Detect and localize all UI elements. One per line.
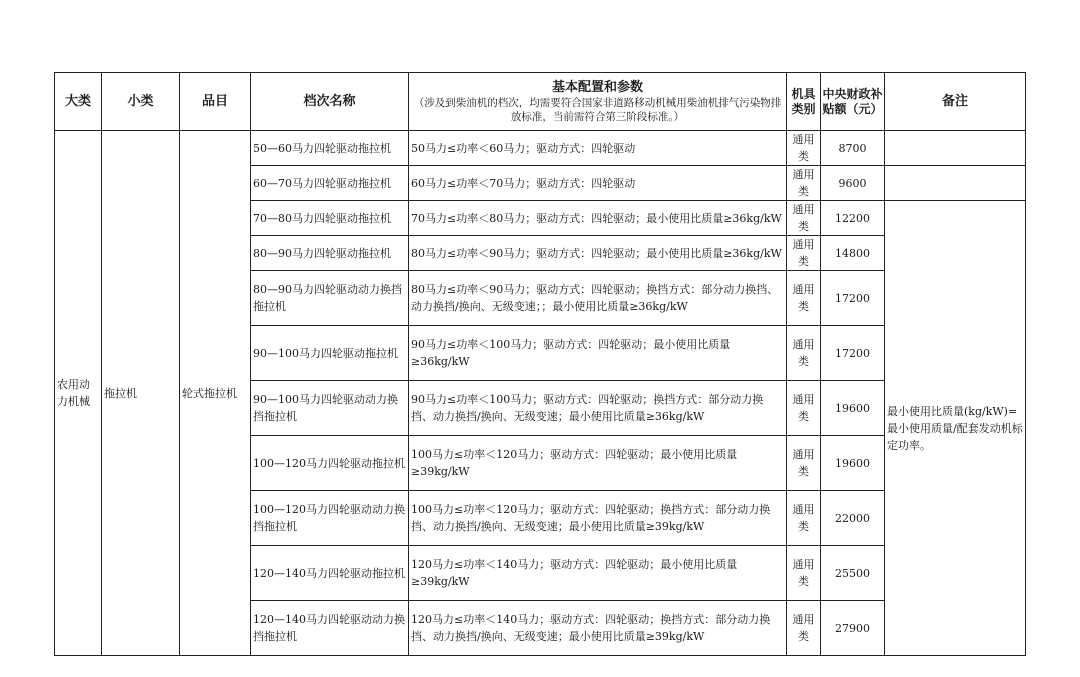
cell-amount: 12200 (821, 201, 885, 236)
cell-amount: 22000 (821, 491, 885, 546)
cell-grade: 90—100马力四轮驱动拖拉机 (251, 326, 409, 381)
cell-config: 100马力≤功率＜120马力；驱动方式：四轮驱动；换挡方式：部分动力换挡、动力换挡/换向、无级变速；最小使用比质量≥39kg/kW (409, 491, 787, 546)
cell-amount: 8700 (821, 131, 885, 166)
cell-config: 120马力≤功率＜140马力；驱动方式：四轮驱动；最小使用比质量≥39kg/kW (409, 546, 787, 601)
cell-grade: 120—140马力四轮驱动拖拉机 (251, 546, 409, 601)
header-grade-name: 档次名称 (251, 73, 409, 131)
cell-config: 50马力≤功率＜60马力；驱动方式：四轮驱动 (409, 131, 787, 166)
cell-amount: 14800 (821, 236, 885, 271)
cell-grade: 80—90马力四轮驱动拖拉机 (251, 236, 409, 271)
cell-config: 90马力≤功率＜100马力；驱动方式：四轮驱动；最小使用比质量≥36kg/kW (409, 326, 787, 381)
subsidy-table (54, 72, 1026, 656)
header-machine-category: 机具类别 (787, 73, 821, 131)
header-remark: 备注 (885, 73, 1026, 131)
cell-amount: 17200 (821, 271, 885, 326)
header-major-class: 大类 (55, 73, 102, 131)
cell-category: 通用类 (787, 166, 821, 201)
header-minor-class: 小类 (102, 73, 180, 131)
cell-config: 90马力≤功率＜100马力；驱动方式：四轮驱动；换挡方式：部分动力换挡、动力换挡/换向、无级变速；最小使用比质量≥36kg/kW (409, 381, 787, 436)
cell-category: 通用类 (787, 546, 821, 601)
cell-category: 通用类 (787, 436, 821, 491)
cell-category: 通用类 (787, 491, 821, 546)
cell-config: 80马力≤功率＜90马力；驱动方式：四轮驱动；换挡方式：部分动力换挡、动力换挡/换向、无级变速；；最小使用比质量≥36kg/kW (409, 271, 787, 326)
cell-config: 100马力≤功率＜120马力；驱动方式：四轮驱动；最小使用比质量≥39kg/kW (409, 436, 787, 491)
cell-config: 80马力≤功率＜90马力；驱动方式：四轮驱动；最小使用比质量≥36kg/kW (409, 236, 787, 271)
cell-grade: 100—120马力四轮驱动拖拉机 (251, 436, 409, 491)
table-row (55, 131, 1026, 166)
header-subsidy: 中央财政补贴额（元） (821, 73, 885, 131)
cell-config: 60马力≤功率＜70马力；驱动方式：四轮驱动 (409, 166, 787, 201)
cell-minor-class: 拖拉机 (102, 131, 180, 656)
cell-category: 通用类 (787, 601, 821, 656)
cell-amount: 27900 (821, 601, 885, 656)
cell-category: 通用类 (787, 326, 821, 381)
cell-category: 通用类 (787, 271, 821, 326)
header-config (409, 73, 787, 131)
cell-category: 通用类 (787, 236, 821, 271)
cell-amount: 19600 (821, 436, 885, 491)
cell-grade: 70—80马力四轮驱动拖拉机 (251, 201, 409, 236)
header-config-title: 基本配置和参数 (551, 80, 643, 95)
cell-category: 通用类 (787, 201, 821, 236)
cell-grade: 100—120马力四轮驱动动力换挡拖拉机 (251, 491, 409, 546)
cell-grade: 60—70马力四轮驱动拖拉机 (251, 166, 409, 201)
cell-amount: 9600 (821, 166, 885, 201)
cell-grade: 90—100马力四轮驱动动力换挡拖拉机 (251, 381, 409, 436)
cell-grade: 50—60马力四轮驱动拖拉机 (251, 131, 409, 166)
cell-amount: 25500 (821, 546, 885, 601)
cell-remark: 最小使用比质量(kg/kW)=最小使用质量/配套发动机标定功率。 (885, 201, 1026, 656)
cell-config: 70马力≤功率＜80马力；驱动方式：四轮驱动；最小使用比质量≥36kg/kW (409, 201, 787, 236)
cell-item: 轮式拖拉机 (180, 131, 251, 656)
header-item: 品目 (180, 73, 251, 131)
header-row (55, 73, 1026, 131)
cell-grade: 120—140马力四轮驱动动力换挡拖拉机 (251, 601, 409, 656)
header-config-note: （涉及到柴油机的档次，均需要符合国家非道路移动机械用柴油机排气污染物排放标准，当前需符合第三阶段标准。） (413, 97, 782, 123)
cell-grade: 80—90马力四轮驱动动力换挡拖拉机 (251, 271, 409, 326)
cell-remark-empty (885, 166, 1026, 201)
cell-amount: 19600 (821, 381, 885, 436)
cell-category: 通用类 (787, 131, 821, 166)
cell-major-class: 农用动力机械 (55, 131, 102, 656)
cell-remark-empty (885, 131, 1026, 166)
cell-config: 120马力≤功率＜140马力；驱动方式：四轮驱动；换挡方式：部分动力换挡、动力换挡/换向、无级变速；最小使用比质量≥39kg/kW (409, 601, 787, 656)
cell-category: 通用类 (787, 381, 821, 436)
cell-amount: 17200 (821, 326, 885, 381)
